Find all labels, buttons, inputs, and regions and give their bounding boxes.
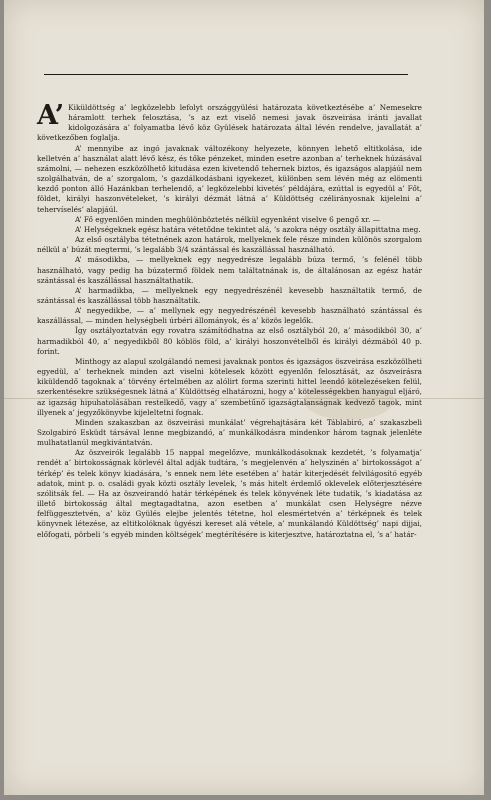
paragraph-7: A’ harmadikba, — mellyeknek egy negyedrészénél kevesebb használtatik termő, de szántással és kaszállással több használtatik. xyxy=(37,285,422,305)
paragraph-4: A’ Helységeknek egész határa vétetődne tekintet alá, ’s azokra négy osztály állapittatna meg. xyxy=(75,224,421,234)
paragraph-9: Így osztályoztatván egy rovatra számítódhatna az első osztályból 20, a’ másodikból 30, a’ harmadikból 40, a’ negyedikből 80 köblös föld, a’ királyi hoszonvételből és királyi dézmából 40 p. forint. xyxy=(37,326,422,356)
paragraph-10: Minthogy az alapul szolgálandó nemesi javaknak pontos és igazságos öszveirása eszközölheti egyedül, a’ terheknek minden azt viselni kötelesek között egyenlőn felosztását, az öszveirásra kiküldendő tagoknak a’ törvény értelmében az alólirt forma szerinti hittel leendő kötelezéseken felül, szerkentésekre szükségesnek látná a’ Küldöttség elhatározni, hogy a’ kötelességekben hanyagul eljáró, az igazság hipuhatolásában restelkedő, vagy a’ szembetűnő igazságtalanságnak kedvező tagok, mint illyenek a’ jegyzőkönyvbe kijeleltetni fognak. xyxy=(37,356,422,417)
paragraph-6: A’ másodikba, — mellyeknek egy negyedrésze legalább búza termő, ’s felénél több használható, vagy pedig ha búzatermő földek nem találtatnának is, de általánosan az egész határ szántással és kaszállással használtathatik. xyxy=(37,255,422,285)
paragraph-12: Az öszveirók legalább 15 nappal megelőzve, munkálkodásoknak kezdetét, ’s folyamatja’ rendét a’ birtokosságnak körlevél által adják tudtára, ’s megjelenvén a’ helyszinén a’ birtokosságot a’ térkép’ és telek könyv kiadására, ’s ennek nem léte esetében a’ határ kiterjedését felvilágosító egyéb adatok, mint p. o. családi gyak közti osztály levelek, ’s más hitelt érdemlő oklevelek előterjesztésére szólitsák fel. — Ha az öszveirandó határ térképének és telek könyvének léte tudatik, ’s kiadatása az illető birtokosság által megtagadtatna, azon esetben a’ munkálat csen Helységre nézve felfüggesztetvén, a’ köz Gyülés elejbe jelentés tétetne, hol elesmértetvén a’ térképnek és telek könyvnek létezése, az eltitkolóknak ügyészi kereset alá vétele, a’ munkálandó Küldöttség’ napi dijjai, előfogati, pörbeli ’s egyéb minden költségek’ megtérítésére is kiterjesztve, határoztatna el, ’s a’ határ- xyxy=(37,448,422,539)
paragraph-2: A’ mennyibe az ingó javaknak változékony helyezete, könnyen lehető eltitkolása, ide kelletvén a’ használat alatt lévő kész, és tőke pénzeket, minden esetre azonban a’ terheknek húzásával számolni, — nehezen eszközölhető kitudása ezen kivetendő tehernek biztos, és igazságos alapjáúl nem szolgálhatván, de a’ szorgalom, ’s gazdálkodásbani igyekezet, különben sem lévén még az elömenti kezdő ponton álló Hazánkban terhelendő, a’ legközelebbi kivetés’ példájára, ezúttal is egyedül a’ Főt, földet, királyi haszonvételeket, ’s királyi dézmát látná a’ Küldöttség czélirányosnak kijelelni a’ tehervíselés’ alapjáúl. xyxy=(37,143,422,214)
paragraph-11: Minden szakaszban az öszveirási munkálat’ végrehajtására két Táblabiró, a’ szakaszbeli Szolgabiró Esküdt társával lenne megbizandó, a’ munkálkodásra mindenkor három tagnak jelenléte mulhatatlanúl megkivántatván. xyxy=(37,417,422,448)
paragraph-8: A’ negyedikbe, — a’ mellynek egy negyedrészénél kevesebb használható szántással és kaszállással, — minden helységbeli úrbéri állományok, és a’ közös legelők. xyxy=(37,306,422,326)
paragraph-5: Az első osztályba tétetnének azon határok, mellyeknek fele része minden különös szorgalom nélkül a’ búzát megtermi, ’s legalább 3/4 szántással és kaszállással használható. xyxy=(37,235,422,255)
header-rule xyxy=(44,74,408,75)
paragraph-1: A’ Kiküldöttség a’ legközelebb lefolyt országgyülési határozata következtésébe a’ Nemesekre háramlott terhek felosztása, ’s az ezt viselő nemesi javak öszveirása iránti javallat kidolgozására a’ folyamatba lévő köz Gyülések határozata által lévén rendelve, javallatát a’ következőben foglalja. xyxy=(37,100,422,143)
drop-cap: A’ xyxy=(37,100,65,131)
document-body xyxy=(37,100,422,540)
document-page xyxy=(4,0,484,795)
paragraph-3: A’ Fő egyenlően minden meghülönböztetés nélkül egyenként viselve 6 pengő xr. — xyxy=(75,214,380,224)
